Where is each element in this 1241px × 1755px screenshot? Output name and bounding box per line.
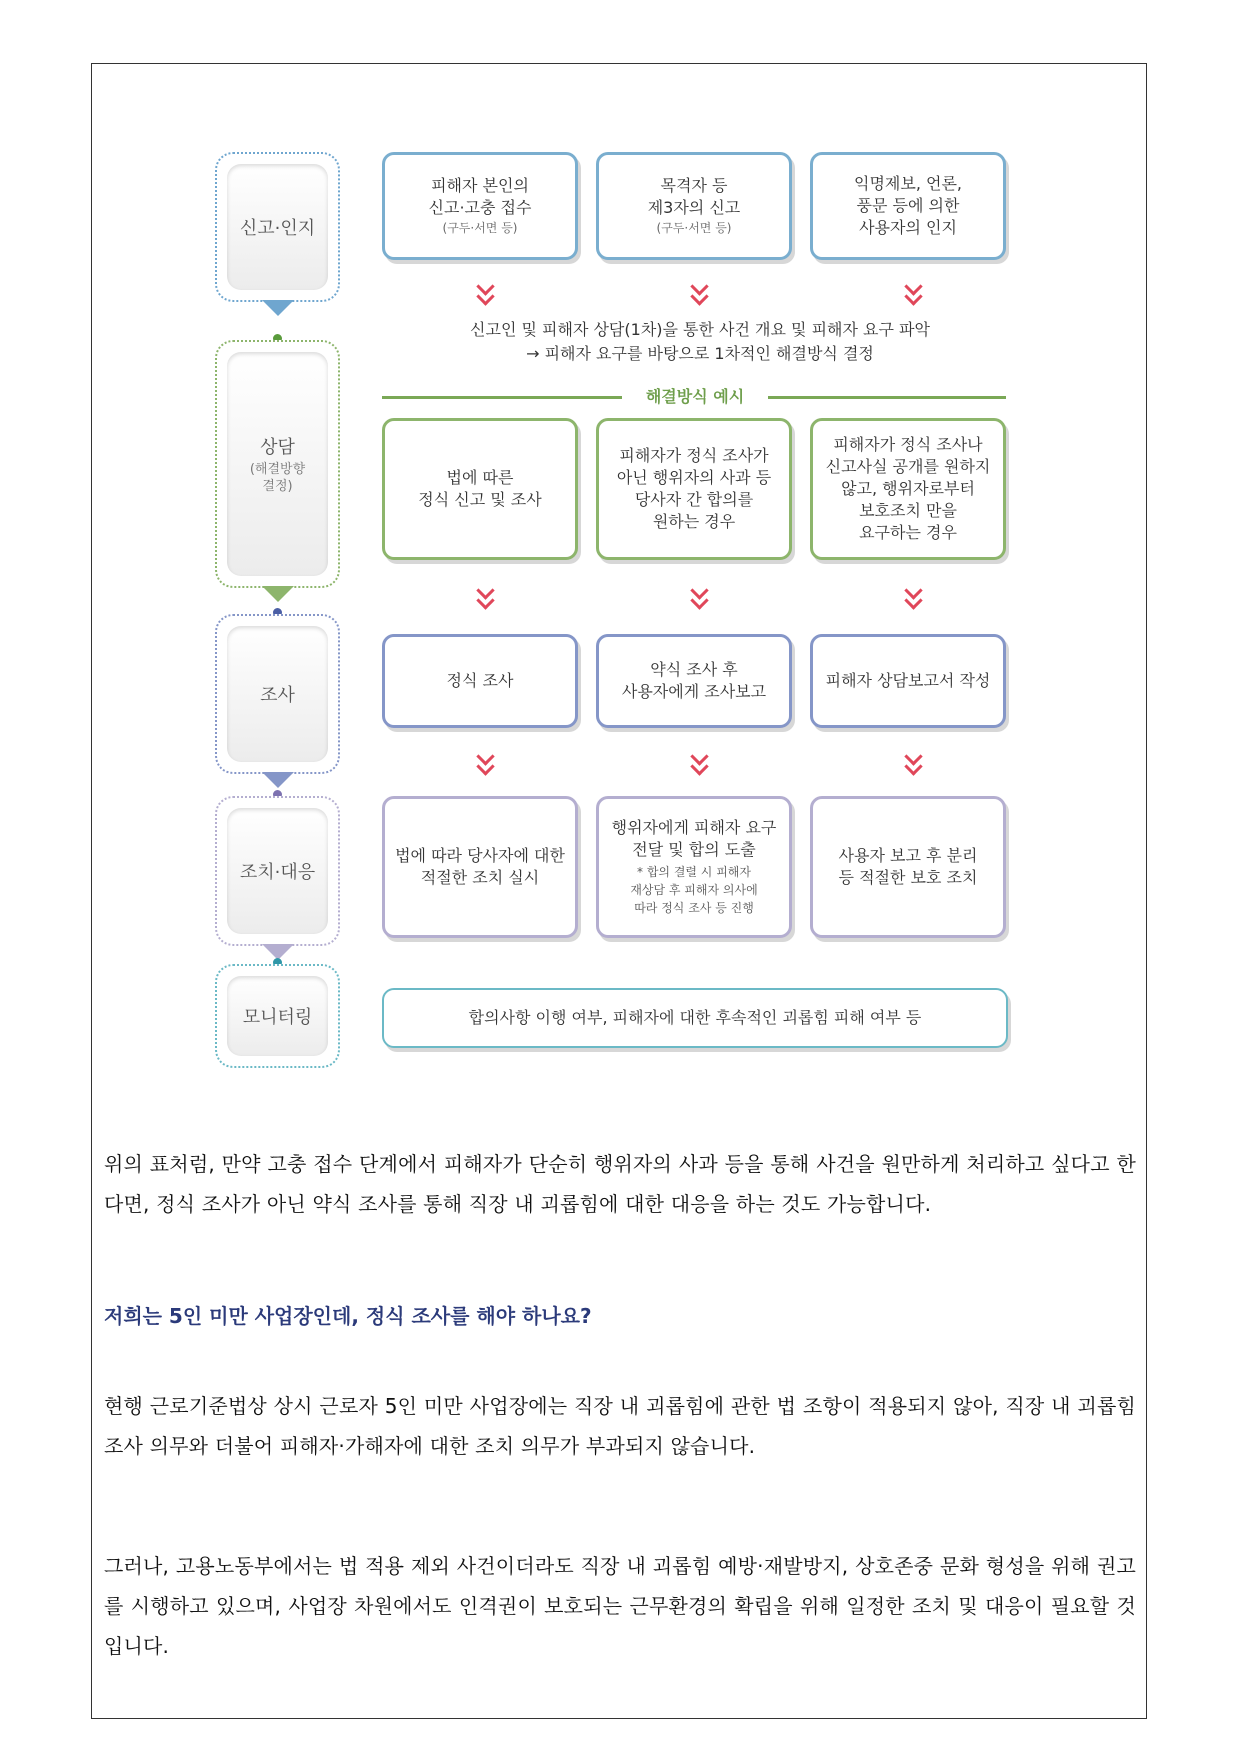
- stage-action: [215, 796, 340, 946]
- action-box-legal: [382, 796, 578, 938]
- investigation-box-formal: [382, 634, 578, 728]
- stage-monitoring-label: 모니터링: [242, 1007, 313, 1028]
- example-label: 해결방식 예시: [645, 387, 745, 406]
- chevron-down-icon: [901, 584, 925, 612]
- consult-box-text: 피해자가 정식 조사나 신고사실 공개를 원하지 않고, 행위자로부터 보호조치 만을 요구하는 경우: [825, 435, 991, 542]
- example-divider-right: [768, 396, 1006, 399]
- stage-report-label: 신고·인지: [239, 218, 316, 239]
- chevron-down-icon: [473, 280, 497, 308]
- consult-box-agreement: [596, 418, 792, 560]
- chevron-down-icon: [687, 584, 711, 612]
- stage-consult-sub: (해결방향 결정): [249, 462, 306, 494]
- example-divider-left: [382, 396, 622, 399]
- stage-consult: [215, 340, 340, 588]
- investigation-box-text: 정식 조사: [446, 671, 514, 690]
- report-box-victim: [382, 152, 578, 260]
- investigation-box-text: 피해자 상담보고서 작성: [825, 671, 991, 690]
- stage-investigation-pointer: [262, 772, 294, 788]
- action-box-text: 법에 따라 당사자에 대한 적절한 조치 실시: [395, 846, 565, 887]
- body-paragraph-1: 위의 표처럼, 만약 고충 접수 단계에서 피해자가 단순히 행위자의 사과 등을 통해 사건을 원만하게 처리하고 싶다고 한다면, 정식 조사가 아닌 약식 조사를 통해 직장 내 괴롭힘에 대한 대응을 하는 것도 가능합니다.: [104, 1152, 1136, 1216]
- body-paragraph-2: 현행 근로기준법상 상시 근로자 5인 미만 사업장에는 직장 내 괴롭힘에 관한 법 조항이 적용되지 않아, 직장 내 괴롭힘 조사 의무와 더불어 피해자·가해자에 대한 조치 의무가 부과되지 않습니다.: [104, 1394, 1136, 1458]
- stage-investigation: [215, 614, 340, 774]
- stage-monitoring: [215, 964, 340, 1068]
- chevron-down-icon: [901, 750, 925, 778]
- report-box-text: 피해자 본인의 신고·고충 접수: [428, 176, 532, 217]
- action-box-text: 사용자 보고 후 분리 등 적절한 보호 조치: [838, 846, 978, 887]
- consult-description-1: 신고인 및 피해자 상담(1차)을 통한 사건 개요 및 피해자 요구 파악: [470, 320, 930, 339]
- report-box-note: (구두·서면 등): [656, 221, 732, 235]
- report-box-anonymous: [810, 152, 1006, 260]
- report-box-text: 목격자 등 제3자의 신고: [647, 176, 741, 217]
- report-box-note: (구두·서면 등): [442, 221, 518, 235]
- action-box-agreement: [596, 796, 792, 938]
- chevron-down-icon: [473, 584, 497, 612]
- monitoring-box-text: 합의사항 이행 여부, 피해자에 대한 후속적인 괴롭힘 피해 여부 등: [468, 1008, 922, 1027]
- chevron-down-icon: [901, 280, 925, 308]
- consult-box-text: 피해자가 정식 조사가 아닌 행위자의 사과 등 당사자 간 합의를 원하는 경우: [616, 446, 772, 531]
- action-box-text: 행위자에게 피해자 요구 전달 및 합의 도출: [611, 818, 777, 859]
- chevron-down-icon: [687, 750, 711, 778]
- stage-consult-pointer: [262, 586, 294, 602]
- consult-description-2: → 피해자 요구를 바탕으로 1차적인 해결방식 결정: [526, 344, 874, 363]
- consult-box-text: 법에 따른 정식 신고 및 조사: [418, 468, 542, 509]
- chevron-down-icon: [687, 280, 711, 308]
- chevron-down-icon: [473, 750, 497, 778]
- monitoring-box: [382, 988, 1008, 1048]
- stage-consult-label: 상담: [260, 437, 295, 458]
- stage-investigation-label: 조사: [260, 685, 295, 706]
- stage-action-label: 조치·대응: [239, 862, 316, 883]
- stage-report-pointer: [262, 300, 294, 316]
- stage-report: [215, 152, 340, 302]
- faq-question: 저희는 5인 미만 사업장인데, 정식 조사를 해야 하나요?: [104, 1304, 592, 1328]
- investigation-box-informal: [596, 634, 792, 728]
- body-paragraph-3: 그러나, 고용노동부에서는 법 적용 제외 사건이더라도 직장 내 괴롭힘 예방·재발방지, 상호존중 문화 형성을 위해 권고를 시행하고 있으며, 사업장 차원에서도 인격권이 보호되는 근무환경의 확립을 위해 일정한 조치 및 대응이 필요할 것입니다.: [104, 1554, 1136, 1658]
- report-box-text: 익명제보, 언론, 풍문 등에 의한 사용자의 인지: [854, 174, 962, 237]
- action-box-protection: [810, 796, 1006, 938]
- consult-box-protection: [810, 418, 1006, 560]
- investigation-box-report: [810, 634, 1006, 728]
- action-box-note: * 합의 결렬 시 피해자 재상담 후 피해자 의사에 따라 정식 조사 등 진행: [630, 865, 758, 915]
- investigation-box-text: 약식 조사 후 사용자에게 조사보고: [621, 660, 767, 701]
- report-box-witness: [596, 152, 792, 260]
- consult-box-formal: [382, 418, 578, 560]
